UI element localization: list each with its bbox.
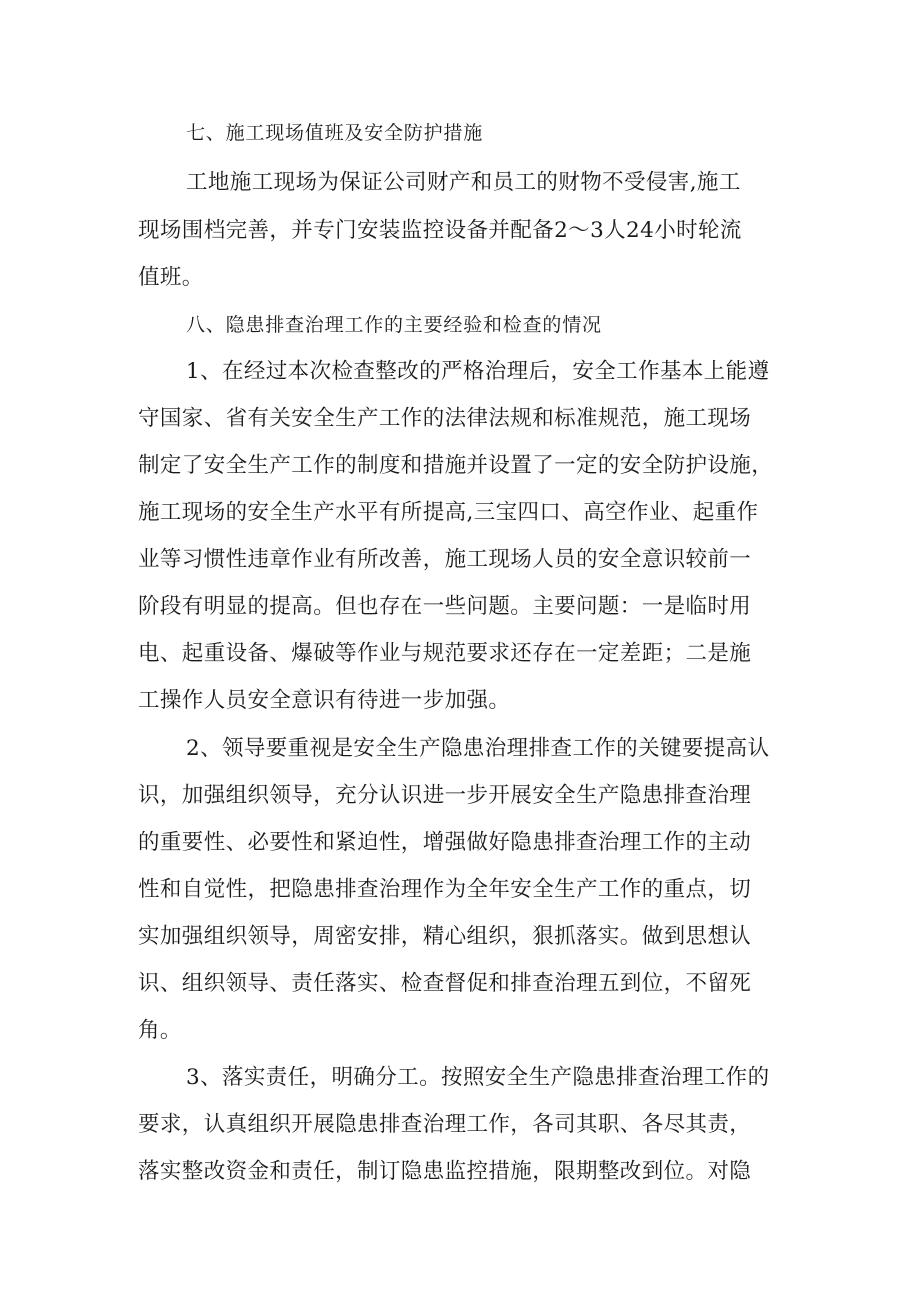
paragraph-line: 的重要性、必要性和紧迫性，增强做好隐患排查治理工作的主动	[138, 830, 752, 855]
paragraph-line: 要求，认真组织开展隐患排查治理工作，各司其职、各尽其责，	[138, 1112, 752, 1137]
section-8-heading: 八、隐患排查治理工作的主要经验和检查的情况	[186, 314, 602, 336]
paragraph-line: 落实整改资金和责任，制订隐患监控措施，限期整改到位。对隐	[138, 1159, 752, 1184]
paragraph-line: 工操作人员安全意识有待进一步加强。	[138, 688, 511, 713]
section-7-heading: 七、施工现场值班及安全防护措施	[186, 122, 484, 144]
paragraph-line: 电、起重设备、爆破等作业与规范要求还存在一定差距；二是施	[138, 641, 752, 666]
paragraph-line: 守国家、省有关安全生产工作的法律法规和标准规范，施工现场	[138, 406, 752, 431]
paragraph-line: 工地施工现场为保证公司财产和员工的财物不受侵害,施工	[186, 170, 741, 195]
paragraph-line: 角。	[138, 1018, 182, 1043]
paragraph-line: 业等习惯性违章作业有所改善，施工现场人员的安全意识较前一	[138, 547, 752, 572]
paragraph-line: 1、在经过本次检查整改的严格治理后，安全工作基本上能遵	[186, 359, 770, 384]
paragraph-line: 识，加强组织领导，充分认识进一步开展安全生产隐患排查治理	[138, 783, 752, 808]
paragraph-line: 3、落实责任，明确分工。按照安全生产隐患排查治理工作的	[186, 1065, 770, 1090]
paragraph-line: 值班。	[138, 265, 204, 290]
paragraph-line: 2、领导要重视是安全生产隐患治理排查工作的关键要提高认	[186, 736, 770, 761]
paragraph-line: 现场围档完善，并专门安装监控设备并配备2～3人24小时轮流	[138, 218, 742, 243]
paragraph-line: 制定了安全生产工作的制度和措施并设置了一定的安全防护设施，	[138, 453, 774, 478]
paragraph-line: 性和自觉性，把隐患排查治理作为全年安全生产工作的重点，切	[138, 877, 752, 902]
paragraph-line: 阶段有明显的提高。但也存在一些问题。主要问题：一是临时用	[138, 594, 752, 619]
paragraph-line: 实加强组织领导，周密安排，精心组织，狠抓落实。做到思想认	[138, 924, 752, 949]
paragraph-line: 识、组织领导、责任落实、检查督促和排查治理五到位，不留死	[138, 971, 752, 996]
paragraph-line: 施工现场的安全生产水平有所提高,三宝四口、高空作业、起重作	[138, 500, 759, 525]
